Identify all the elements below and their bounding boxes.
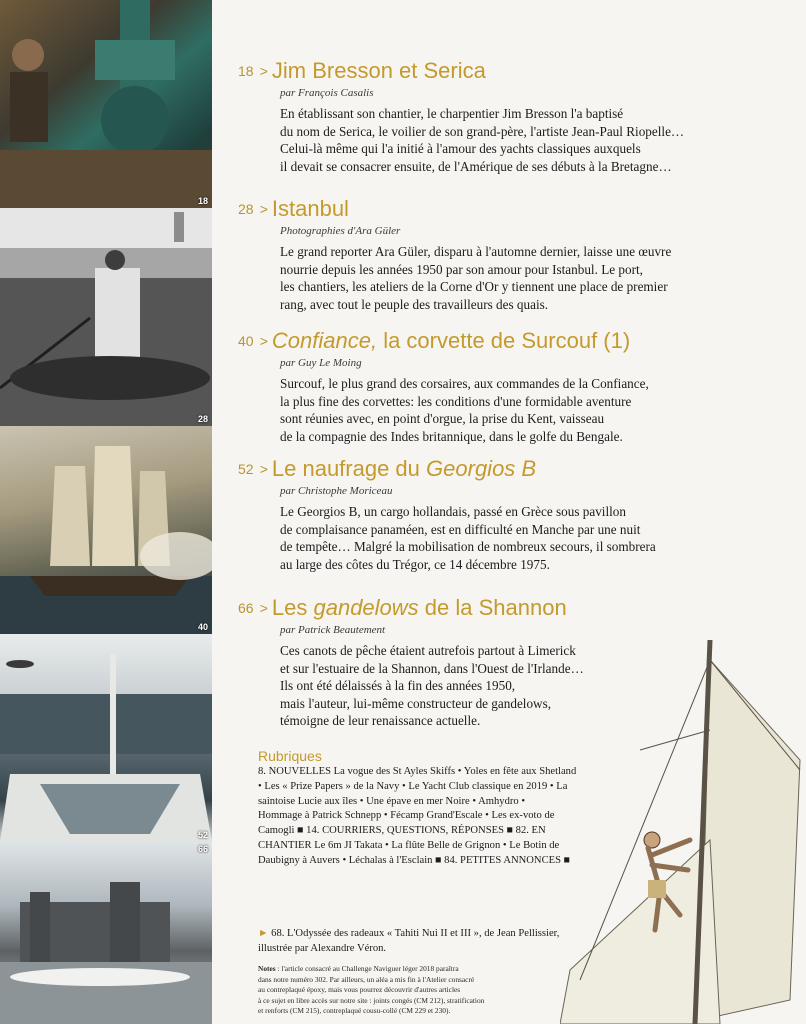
arrow-glyph: > [259,600,268,616]
rubriques-line: Camogli ■ 14. COURRIERS, QUESTIONS, RÉPONSES ■ 82. EN [258,825,546,837]
photo-istanbul [0,208,212,426]
notes-section [258,964,588,1017]
article-jim-bresson[interactable] [238,58,798,175]
photo-gandelows [0,842,212,1024]
article-confiance[interactable] [238,328,798,445]
article-lead [280,243,770,313]
photo-page-number: 52 [197,830,208,840]
notes-line: à ce sujet en libre accès sur notre site : joints congés (CM 212), stratification [258,995,485,1005]
article-istanbul[interactable] [238,196,798,313]
photo-georgios-b [0,634,212,842]
photo-page-number: 18 [197,196,208,206]
lead-line: au large des côtes du Trégor, ce 14 décembre 1975. [280,556,550,572]
lead-line: et sur l'estuaire de la Shannon, dans l'Ouest de l'Irlande… [280,660,584,676]
lead-line: sont réunies avec, en point d'orgue, la prise du Kent, vaisseau [280,411,605,427]
article-lead [280,503,770,573]
castle-illustration [0,842,212,1024]
lead-line: la plus fine des corvettes: les conditions d'une formidable aventure [280,393,632,409]
lead-line: rang, avec tout le peuple des travailleurs des quais. [280,296,549,312]
article-byline: par Patrick Beautement [280,624,386,636]
rubriques-line: Hommage à Patrick Schnepp • Fécamp Grand'Escale • Les ex-voto de [258,810,555,822]
notes-line: : l'article consacré au Challenge Naviguer léger 2018 paraîtra [277,964,459,973]
lead-line: Celui-là même qui l'a initié à l'amour des yachts classiques auxquels [280,141,641,157]
lead-line: Le Georgios B, un cargo hollandais, passé en Grèce sous pavillon [280,504,626,519]
mast-climber-illustration [560,640,806,1024]
article-title-italic: Georgios B [426,456,537,481]
lead-line: il devait se consacrer ensuite, de l'Amérique de ses débuts à la Bretagne… [280,158,672,174]
odyssee-line: illustrée par Alexandre Véron. [258,942,387,954]
workshop-illustration [0,0,212,208]
notes-label: Notes [258,964,276,973]
photo-workshop [0,0,212,208]
article-lead [280,375,770,445]
corvette-illustration [0,426,212,634]
article-title-italic: Confiance, [271,328,378,353]
page-number: 52 [238,461,254,477]
article-title: Istanbul [271,196,349,221]
lead-line: Surcouf, le plus grand des corsaires, aux commandes de la Confiance, [280,376,649,391]
lead-line: Ces canots de pêche étaient autrefois partout à Limerick [280,643,576,658]
article-georgios-b[interactable] [238,456,798,573]
article-byline: par François Casalis [280,87,374,99]
photo-page-number: 66 [197,844,208,854]
article-title: de la Shannon [418,595,567,620]
rubriques-line: Daubigny à Auvers • Léchalas à l'Esclain ■ 84. PETITES ANNONCES ■ [258,854,571,866]
notes-line: dans notre numéro 302. Par ailleurs, un aléa a mis fin à l'Atelier consacré [258,974,475,984]
lead-line: Le grand reporter Ara Güler, disparu à l'automne dernier, laisse une œuvre [280,244,672,259]
photo-page-number: 28 [197,414,208,424]
article-byline: Photographies d'Ara Güler [280,225,401,237]
lead-line: de tempête… Malgré la mobilisation de nombreux secours, il sombrera [280,539,656,555]
photo-column [0,0,212,1024]
lead-line: En établissant son chantier, le charpentier Jim Bresson l'a baptisé [280,106,624,121]
rubriques-line: 8. NOUVELLES La vogue des St Ayles Skiffs • Yoles en fête aux Shetland [258,766,577,777]
article-headline[interactable] [238,328,798,354]
article-headline[interactable] [238,196,798,222]
article-title: Jim Bresson et Serica [271,58,486,83]
article-lead [280,105,770,175]
ship-illustration [0,634,212,842]
page-number: 66 [238,600,254,616]
article-title: Le naufrage du [271,456,427,481]
photo-page-number: 40 [197,622,208,632]
article-title-italic: gandelows [313,595,419,620]
lead-line: Ils ont été délaissés à la fin des années 1950, [280,678,516,694]
odyssee-line: 68. L'Odyssée des radeaux « Tahiti Nui II et III », de Jean Pellissier, [271,928,560,939]
lead-line: les chantiers, les ateliers de la Corne d'Or y tiennent une place de premier [280,279,668,295]
notes-line: et renforts (CM 215), contreplaqué cousu-collé (CM 229 et 230). [258,1006,451,1016]
arrow-glyph: > [259,63,268,79]
arrow-glyph: > [259,201,268,217]
article-headline[interactable] [238,595,798,621]
article-byline: par Guy Le Moing [280,357,362,369]
lead-line: témoigne de leur renaissance actuelle. [280,713,481,729]
page-number: 28 [238,201,254,217]
article-headline[interactable] [238,58,798,84]
page-number: 40 [238,333,254,349]
notes-line: au contreplaqué époxy, mais vous pourrez découvrir d'autres articles [258,985,461,995]
arrow-glyph: > [259,333,268,349]
page-number: 18 [238,63,254,79]
rubriques-line: saintoise Lucie aux îles • Une épave en mer Noire • Amhydro • [258,795,526,807]
rubriques-line: • Les « Prize Papers » de la Navy • Le Yacht Club classique en 2019 • La [258,780,568,792]
article-byline: par Christophe Moriceau [280,485,393,497]
istanbul-illustration [0,208,212,426]
article-title-prefix: Les [271,595,314,620]
rubriques-title: Rubriques [258,748,322,764]
arrow-glyph: > [259,461,268,477]
lead-line: mais l'auteur, lui-même constructeur de gandelows, [280,695,552,711]
triangle-icon: ► [258,927,269,939]
rubriques-line: CHANTIER Le 6m JI Takata • La flûte Belle de Grignon • Le Botin de [258,839,560,851]
photo-corvette [0,426,212,634]
lead-line: nourrie depuis les années 1950 par son amour pour Istanbul. Le port, [280,261,643,277]
lead-line: de la compagnie des Indes britannique, dans le golfe du Bengale. [280,428,623,444]
lead-line: de complaisance panaméen, est en difficulté en Manche par une nuit [280,521,641,537]
article-headline[interactable] [238,456,798,482]
article-title: la corvette de Surcouf (1) [377,328,631,353]
lead-line: du nom de Serica, le voilier de son grand-père, l'artiste Jean-Paul Riopelle… [280,123,685,139]
